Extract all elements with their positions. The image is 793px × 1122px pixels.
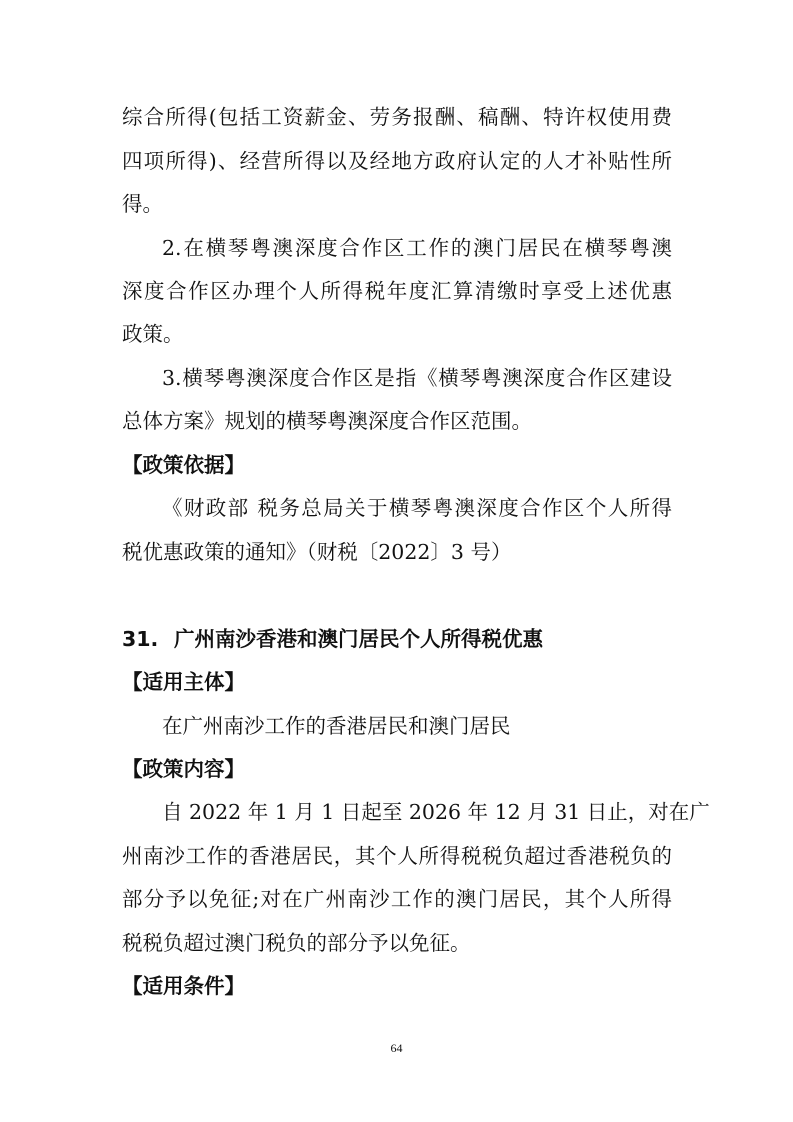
item-2-line: 深度合作区办理个人所得税年度汇算清缴时享受上述优惠 bbox=[122, 279, 672, 303]
item-2-line: 2.在横琴粤澳深度合作区工作的澳门居民在横琴粤澳 bbox=[162, 236, 672, 260]
subject-text: 在广州南沙工作的香港居民和澳门居民 bbox=[162, 714, 511, 738]
section-title-text: 广州南沙香港和澳门居民个人所得税优惠 bbox=[174, 627, 543, 651]
policy-basis-heading: 【政策依据】 bbox=[122, 453, 245, 477]
paragraph-line: 综合所得(包括工资薪金、劳务报酬、稿酬、特许权使用费 bbox=[122, 105, 672, 129]
item-3-line: 3.横琴粤澳深度合作区是指《横琴粤澳深度合作区建设 bbox=[162, 366, 672, 390]
item-2-line: 政策。 bbox=[122, 322, 184, 346]
section-title bbox=[122, 624, 543, 654]
paragraph-line: 得。 bbox=[122, 192, 163, 216]
page-number: 64 bbox=[390, 1041, 403, 1055]
subject-heading: 【适用主体】 bbox=[122, 670, 245, 694]
content-heading: 【政策内容】 bbox=[122, 757, 245, 781]
content-line: 税税负超过澳门税负的部分予以免征。 bbox=[122, 931, 471, 955]
policy-basis-line: 税优惠政策的通知》（财税〔2022〕3 号） bbox=[122, 540, 512, 564]
item-3-line: 总体方案》规划的横琴粤澳深度合作区范围。 bbox=[122, 409, 532, 433]
paragraph-line: 四项所得)、经营所得以及经地方政府认定的人才补贴性所 bbox=[122, 149, 672, 173]
section-number: 31. bbox=[122, 627, 159, 651]
content-line: 自 2022 年 1 月 1 日起至 2026 年 12 月 31 日止，对在广 bbox=[162, 800, 710, 824]
content-line: 州南沙工作的香港居民，其个人所得税税负超过香港税负的 bbox=[122, 844, 672, 868]
conditions-heading: 【适用条件】 bbox=[122, 974, 245, 998]
policy-basis-line: 《财政部 税务总局关于横琴粤澳深度合作区个人所得 bbox=[162, 496, 672, 520]
content-line: 部分予以免征;对在广州南沙工作的澳门居民，其个人所得 bbox=[122, 887, 672, 911]
